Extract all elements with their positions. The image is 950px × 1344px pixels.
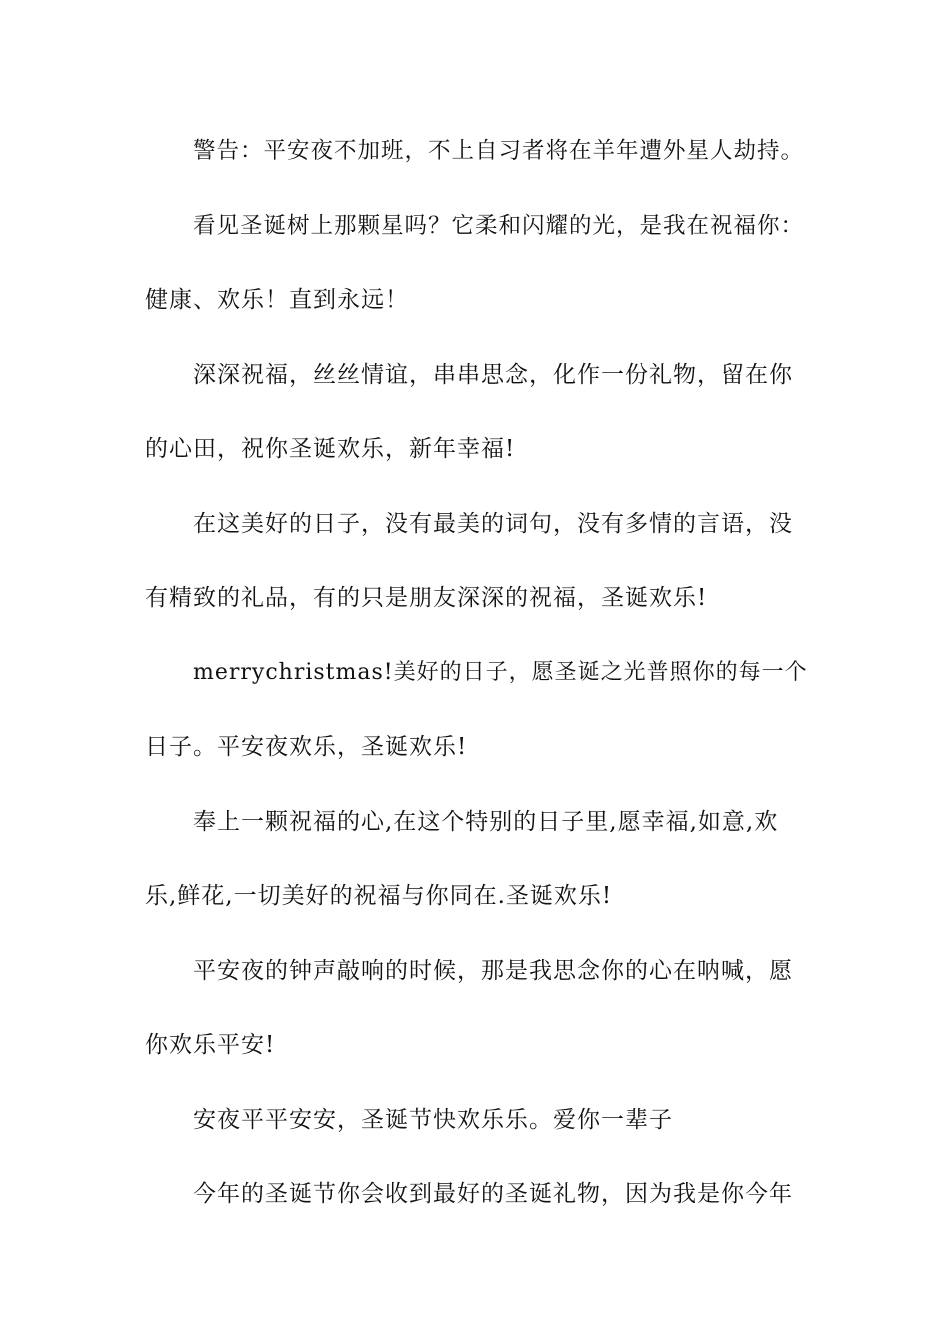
- paragraph-line: 看见圣诞树上那颗星吗？它柔和闪耀的光，是我在祝福你：: [193, 213, 805, 239]
- paragraph-line: 今年的圣诞节你会收到最好的圣诞礼物，因为我是你今年: [193, 1181, 793, 1207]
- paragraph-line: 健康、欢乐！直到永远！: [145, 287, 409, 313]
- paragraph-line: 在这美好的日子，没有最美的词句，没有多情的言语，没: [193, 511, 793, 537]
- paragraph-line: 有精致的礼品，有的只是朋友深深的祝福，圣诞欢乐!: [145, 585, 708, 611]
- paragraph-line: 日子。平安夜欢乐，圣诞欢乐!: [145, 734, 468, 760]
- paragraph-line: 的心田，祝你圣诞欢乐，新年幸福!: [145, 436, 516, 462]
- paragraph-line: 你欢乐平安!: [145, 1032, 276, 1058]
- paragraph-line: 乐,鲜花,一切美好的祝福与你同在.圣诞欢乐!: [145, 883, 613, 909]
- paragraph-line: 深深祝福，丝丝情谊，串串思念，化作一份礼物，留在你: [193, 362, 793, 388]
- paragraph-line: 警告：平安夜不加班，不上自习者将在羊年遭外星人劫持。: [193, 138, 805, 164]
- paragraph-line: 安夜平平安安，圣诞节快欢乐乐。爱你一辈子: [193, 1107, 673, 1133]
- paragraph-line: merrychristmas!美好的日子，愿圣诞之光普照你的每一个: [193, 660, 808, 685]
- paragraph-line: 奉上一颗祝福的心,在这个特别的日子里,愿幸福,如意,欢: [193, 809, 779, 835]
- paragraph-line: 平安夜的钟声敲响的时候，那是我思念你的心在呐喊，愿: [193, 958, 793, 984]
